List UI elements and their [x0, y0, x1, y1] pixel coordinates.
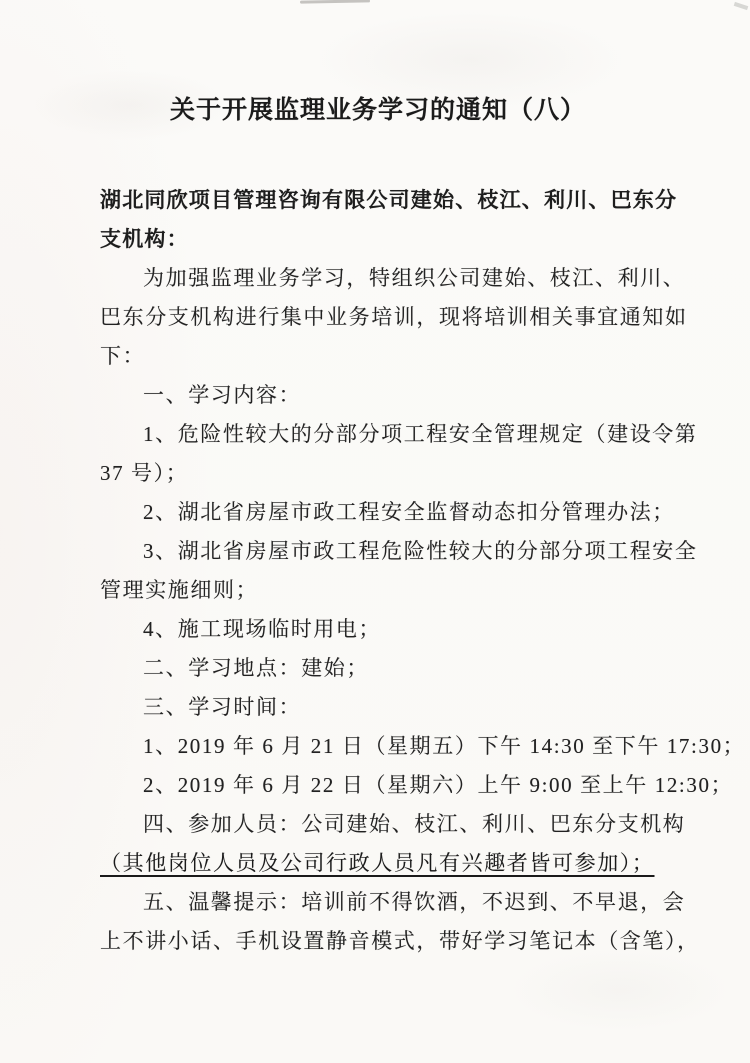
document-line: 一、学习内容：: [143, 383, 302, 407]
document-line: 37 号）；: [100, 461, 189, 485]
page-title: 关于开展监理业务学习的通知（八）: [169, 96, 586, 124]
document-line: 3、湖北省房屋市政工程危险性较大的分部分项工程安全: [143, 539, 698, 563]
document-line: 上不讲小话、手机设置静音模式，带好学习笔记本（含笔），: [100, 929, 700, 953]
document-line: 为加强监理业务学习，特组织公司建始、枝江、利川、: [143, 266, 686, 290]
document-line: 二、学习地点：建始；: [143, 656, 369, 680]
document-line: 4、施工现场临时用电；: [143, 617, 382, 641]
document-line: 三、学习时间：: [143, 695, 302, 719]
document-line: 管理实施细则；: [100, 578, 259, 602]
document-line: 下：: [100, 344, 146, 368]
document-line: 2、湖北省房屋市政工程安全监督动态扣分管理办法；: [143, 500, 675, 524]
document-line: 支机构：: [100, 228, 189, 251]
document-line: （其他岗位人员及公司行政人员凡有兴趣者皆可参加）；: [100, 851, 655, 875]
document-line: 1、危险性较大的分部分项工程安全管理规定（建设令第: [143, 422, 698, 446]
document-body: [100, 181, 746, 961]
document-line: 1、2019 年 6 月 21 日（星期五）下午 14:30 至下午 17:30；: [143, 734, 746, 758]
document-line: 四、参加人员：公司建始、枝江、利川、巴东分支机构: [143, 812, 686, 836]
document-line: 湖北同欣项目管理咨询有限公司建始、枝江、利川、巴东分: [100, 189, 678, 212]
document-line: 巴东分支机构进行集中业务培训，现将培训相关事宜通知如: [100, 305, 688, 329]
document-line: 五、温馨提示：培训前不得饮酒，不迟到、不早退，会: [143, 890, 686, 914]
document-line: 2、2019 年 6 月 22 日（星期六）上午 9:00 至上午 12:30；: [143, 773, 734, 797]
